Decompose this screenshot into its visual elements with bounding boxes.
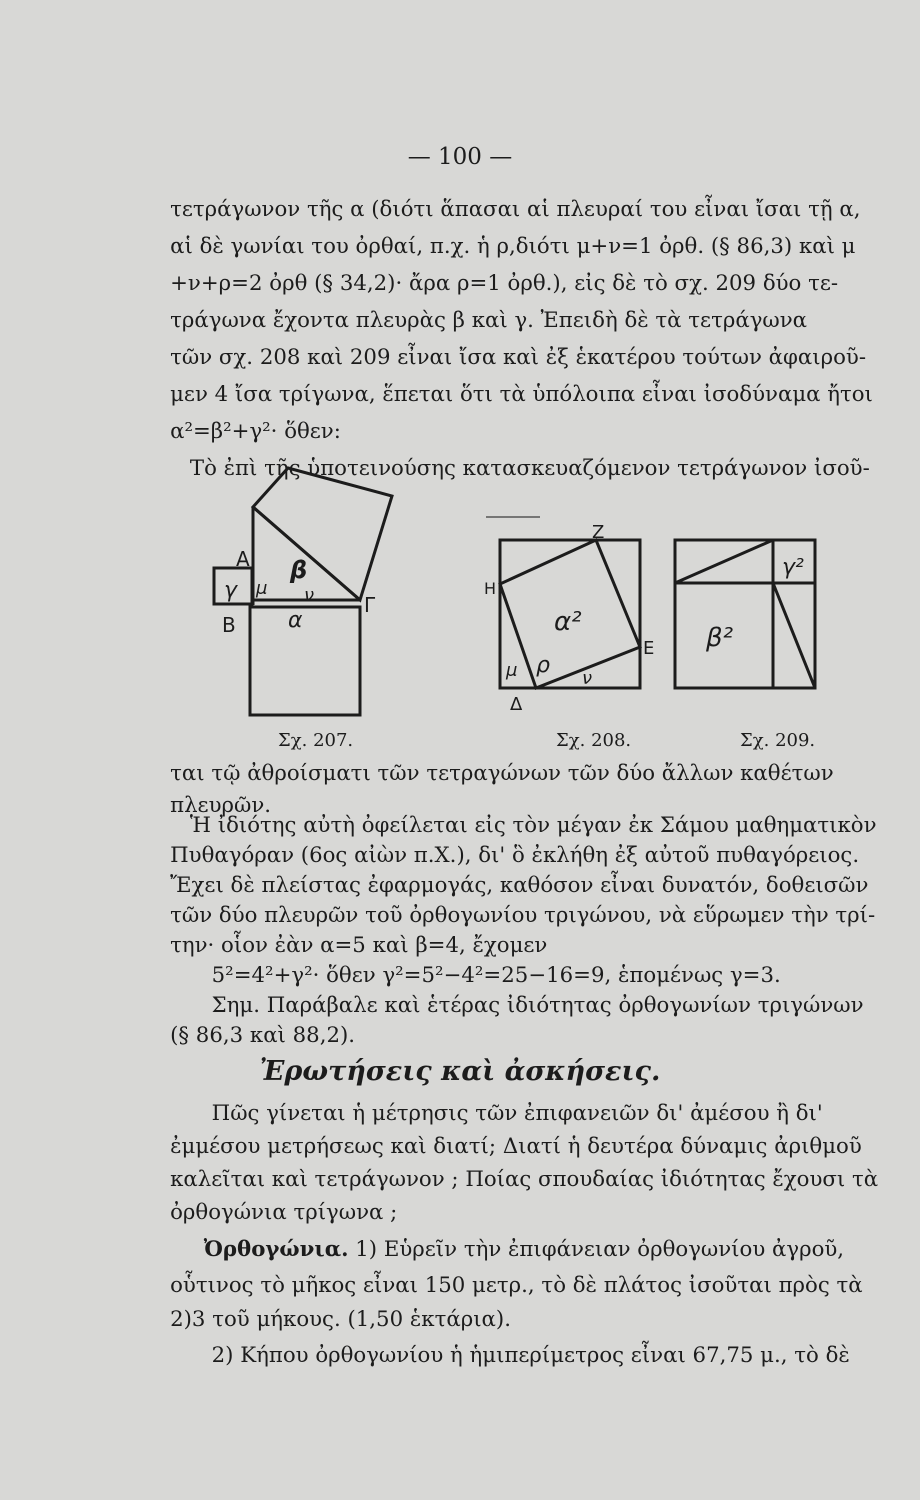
fig207-label-gamma: γ: [224, 578, 238, 603]
text-line: Ἡ ἰδιότης αὐτὴ ὀφείλεται εἰς τὸν μέγαν ἐκ Σάμου μαθηματικὸν: [189, 813, 877, 838]
caption-fig207: Σχ. 207.: [278, 730, 354, 751]
section-heading: Ἐρωτήσεις καὶ ἀσκήσεις.: [259, 1056, 661, 1087]
fig207-label-nu: ν: [304, 585, 315, 606]
text-line: την· οἷον ἐὰν α=5 καὶ β=4, ἔχομεν: [170, 933, 548, 958]
text-line: καλεῖται καὶ τετράγωνον ; Ποίας σπουδαίας ἰδιότητας ἔχουσι τὰ: [170, 1167, 879, 1192]
text-line: 2) Κήπου ὀρθογωνίου ἡ ἡμιπερίμετρος εἶναι 67,75 μ., τὸ δὲ: [211, 1343, 850, 1368]
fig208-label-E: Ε: [643, 638, 655, 659]
fig207-label-G: Γ: [364, 593, 376, 617]
fig208-label-rho: ρ: [536, 653, 550, 678]
fig207-label-mu: μ: [256, 578, 268, 599]
text-line: τῶν δύο πλευρῶν τοῦ ὀρθογωνίου τριγώνου, νὰ εὕρωμεν τὴν τρί-: [170, 903, 876, 928]
text-line: τράγωνα ἔχοντα πλευρὰς β καὶ γ. Ἐπειδὴ δὲ τὰ τετράγωνα: [170, 308, 808, 333]
text-line: α²=β²+γ²· ὅθεν:: [170, 419, 341, 444]
caption-fig209: Σχ. 209.: [740, 730, 816, 751]
fig208-label-D: Δ: [510, 694, 523, 715]
fig209-label-b2: β²: [706, 623, 734, 653]
page-number: — 100 —: [407, 144, 513, 170]
text-line: ται τῷ ἀθροίσματι τῶν τετραγώνων τῶν δύο ἄλλων καθέτων: [170, 761, 834, 786]
text-line: ἐμμέσου μετρήσεως καὶ διατί; Διατί ἡ δευτέρα δύναμις ἀριθμοῦ: [170, 1134, 862, 1159]
text-line: τῶν σχ. 208 καὶ 209 εἶναι ἴσα καὶ ἐξ ἑκατέρου τούτων ἀφαιροῦ-: [170, 345, 867, 370]
fig207-square-a: [250, 607, 360, 715]
text-line: +ν+ρ=2 ὀρθ (§ 34,2)· ἄρα ρ=1 ὀρθ.), εἰς δὲ τὸ σχ. 209 δύο τε-: [170, 271, 839, 296]
text-line: Τὸ ἐπὶ τῆς ὑποτεινούσης κατασκευαζόμενον τετράγωνον ἰσοῦ-: [189, 456, 870, 481]
fig207-label-A: Α: [236, 547, 250, 571]
fig208-label-Z: Ζ: [592, 522, 605, 543]
text-line: Πῶς γίνεται ἡ μέτρησις τῶν ἐπιφανειῶν δι' ἀμέσου ἢ δι': [211, 1101, 823, 1126]
fig207-label-B: Β: [222, 613, 236, 637]
text-line: 5²=4²+γ²· ὅθεν γ²=5²−4²=25−16=9, ἑπομένως γ=3.: [211, 963, 781, 988]
text-line: αἱ δὲ γωνίαι του ὀρθαί, π.χ. ἡ ρ,διότι μ+ν=1 ὀρθ. (§ 86,3) καὶ μ: [170, 234, 856, 259]
text-line: οὗτινος τὸ μῆκος εἶναι 150 μετρ., τὸ δὲ πλάτος ἰσοῦται πρὸς τὰ: [170, 1273, 863, 1298]
text-line: ὀρθογώνια τρίγωνα ;: [170, 1200, 398, 1225]
fig207-label-alpha: α: [288, 608, 303, 633]
text-line: μεν 4 ἴσα τρίγωνα, ἕπεται ὅτι τὰ ὑπόλοιπα εἶναι ἰσοδύναμα ἤτοι: [170, 382, 873, 407]
text-line: τετράγωνον τῆς α (διότι ἅπασαι αἱ πλευραί του εἶναι ἴσαι τῇ α,: [170, 197, 861, 222]
exercise-label: Ὀρθογώνια.: [203, 1237, 349, 1262]
text-line: (§ 86,3 καὶ 88,2).: [170, 1023, 356, 1048]
fig207-label-beta: β: [290, 556, 308, 584]
exercise-line: [0, 1236, 910, 1264]
text-line: Σημ. Παράβαλε καὶ ἑτέρας ἰδιότητας ὀρθογωνίων τριγώνων: [211, 993, 864, 1018]
fig208-label-mu: μ: [506, 660, 518, 681]
fig209-diag-2: [773, 583, 815, 688]
fig209-label-g2: γ²: [782, 555, 804, 580]
text-line: πλευρῶν.: [170, 793, 272, 818]
text-line: Ἔχει δὲ πλείστας ἐφαρμογάς, καθόσον εἶναι δυνατόν, δοθεισῶν: [170, 873, 869, 898]
text-line: 2)3 τοῦ μήκους. (1,50 ἑκτάρια).: [170, 1307, 511, 1332]
exercise-text: 1) Εὑρεῖν τὴν ἐπιφάνειαν ὀρθογωνίου ἀγροῦ,: [355, 1237, 845, 1262]
fig208-label-nu: ν: [582, 668, 593, 689]
caption-fig208: Σχ. 208.: [556, 730, 632, 751]
fig208-label-a2: α²: [554, 607, 582, 637]
fig207-square-hyp: [253, 468, 392, 600]
fig208-label-H: Η: [484, 579, 497, 598]
fig209-diag-1: [675, 540, 773, 583]
text-line: Πυθαγόραν (6ος αἰὼν π.Χ.), δι' ὃ ἐκλήθη ἐξ αὐτοῦ πυθαγόρειος.: [170, 843, 860, 868]
